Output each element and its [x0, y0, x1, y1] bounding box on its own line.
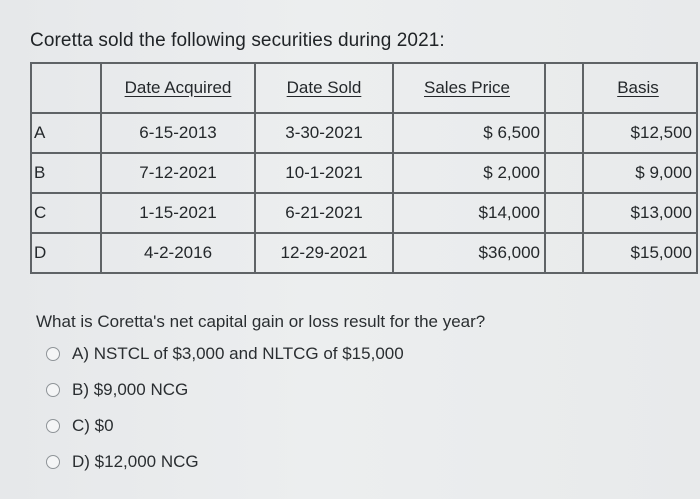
cell-date-acquired: 6-15-2013 — [101, 113, 255, 153]
securities-table — [30, 62, 698, 274]
answer-option-a[interactable] — [46, 344, 404, 364]
cell-basis: $13,000 — [583, 193, 697, 233]
question-text: What is Coretta's net capital gain or loss result for the year? — [36, 312, 486, 331]
cell-basis: $ 9,000 — [583, 153, 697, 193]
header-sales-price: Sales Price — [393, 63, 545, 113]
option-label: B) $9,000 NCG — [72, 380, 189, 399]
cell-basis: $15,000 — [583, 233, 697, 273]
cell-date-sold: 3-30-2021 — [255, 113, 393, 153]
header-date-sold: Date Sold — [255, 63, 393, 113]
cell-spacer — [545, 113, 583, 153]
cell-date-sold: 12-29-2021 — [255, 233, 393, 273]
cell-sales-price: $ 2,000 — [393, 153, 545, 193]
cell-basis: $12,500 — [583, 113, 697, 153]
radio-button-icon[interactable] — [46, 455, 60, 469]
option-label: C) $0 — [72, 416, 114, 435]
answer-option-b[interactable] — [46, 380, 188, 400]
radio-button-icon[interactable] — [46, 347, 60, 361]
header-basis: Basis — [583, 63, 697, 113]
header-date-acquired: Date Acquired — [101, 63, 255, 113]
cell-date-sold: 6-21-2021 — [255, 193, 393, 233]
cell-spacer — [545, 193, 583, 233]
table-row — [31, 153, 697, 193]
table-row — [31, 113, 697, 153]
radio-button-icon[interactable] — [46, 383, 60, 397]
table-header-row — [31, 63, 697, 113]
prompt-title: Coretta sold the following securities during 2021: — [30, 30, 445, 51]
row-label: B — [31, 153, 101, 193]
option-label: A) NSTCL of $3,000 and NLTCG of $15,000 — [72, 344, 404, 363]
radio-button-icon[interactable] — [46, 419, 60, 433]
header-spacer — [545, 63, 583, 113]
row-label: D — [31, 233, 101, 273]
cell-spacer — [545, 153, 583, 193]
cell-date-acquired: 1-15-2021 — [101, 193, 255, 233]
cell-sales-price: $14,000 — [393, 193, 545, 233]
table-row — [31, 193, 697, 233]
header-blank — [31, 63, 101, 113]
row-label: A — [31, 113, 101, 153]
cell-sales-price: $36,000 — [393, 233, 545, 273]
table-row — [31, 233, 697, 273]
cell-sales-price: $ 6,500 — [393, 113, 545, 153]
answer-option-c[interactable] — [46, 416, 114, 436]
cell-date-acquired: 4-2-2016 — [101, 233, 255, 273]
cell-date-acquired: 7-12-2021 — [101, 153, 255, 193]
option-label: D) $12,000 NCG — [72, 452, 199, 471]
cell-spacer — [545, 233, 583, 273]
cell-date-sold: 10-1-2021 — [255, 153, 393, 193]
row-label: C — [31, 193, 101, 233]
answer-option-d[interactable] — [46, 452, 199, 472]
